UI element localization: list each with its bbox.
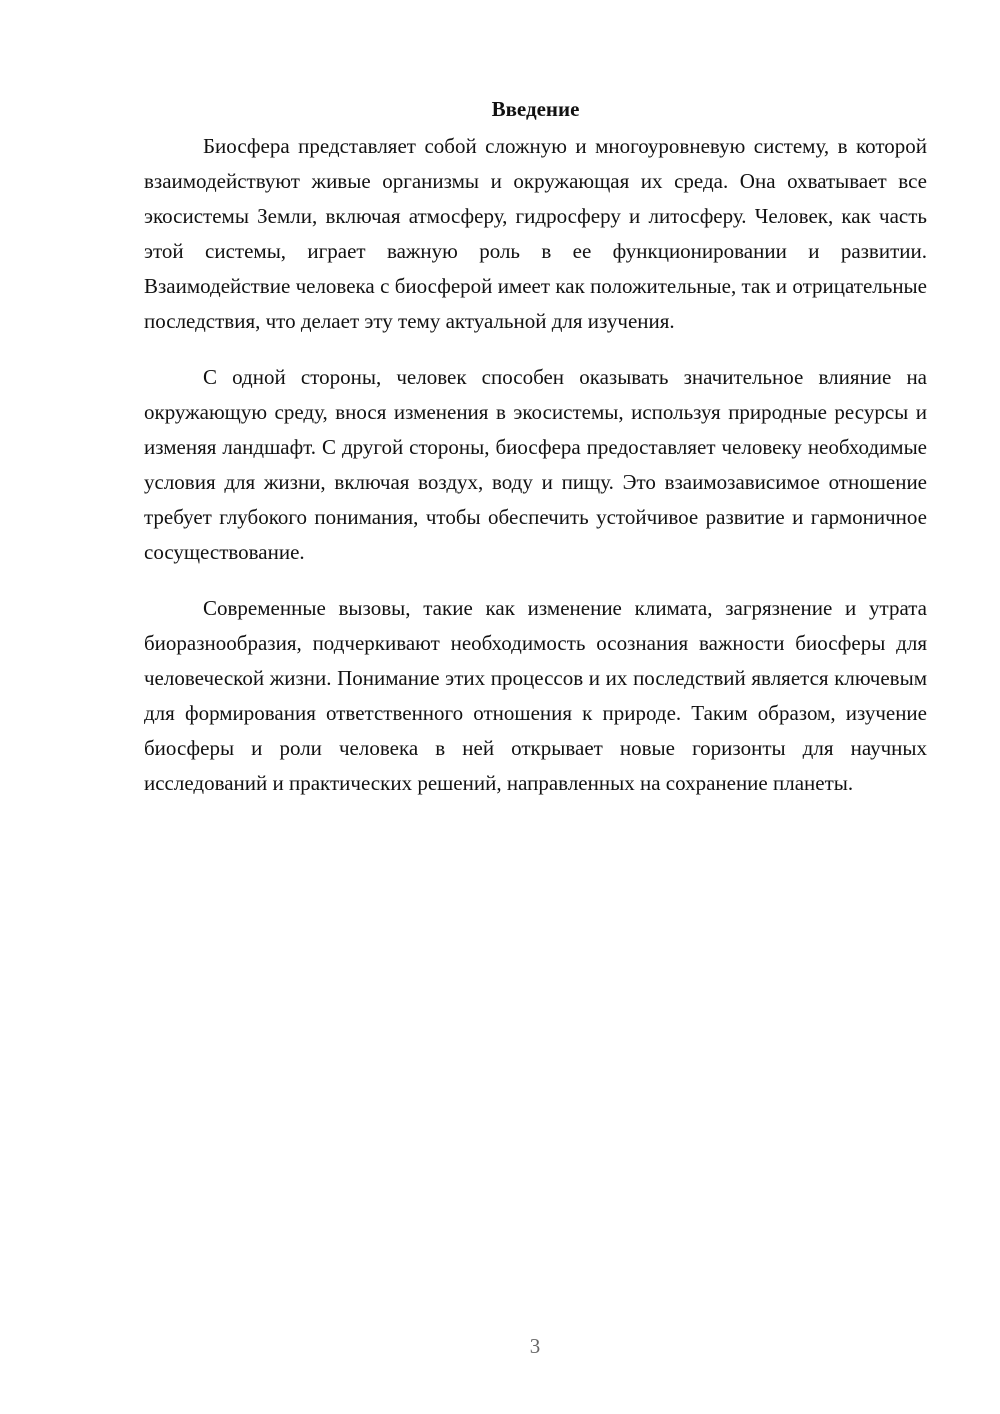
paragraph-1: Биосфера представляет собой сложную и многоуровневую систему, в которой взаимодействуют живые организмы и окружающая их среда. Она охватывает все экосистемы Земли, включая атмосферу, гидросферу и литосферу. Человек, как часть этой системы, играет важную роль в ее функционировании и развитии. Взаимодействие человека с биосферой имеет как положительные, так и отрицательные последствия, что делает эту тему актуальной для изучения. [144,134,927,333]
paragraph-3: Современные вызовы, такие как изменение климата, загрязнение и утрата биоразнообразия, подчеркивают необходимость осознания важности биосферы для человеческой жизни. Понимание этих процессов и их последствий является ключевым для формирования ответственного отношения к природе. Таким образом, изучение биосферы и роли человека в ней открывает новые горизонты для научных исследований и практических решений, направленных на сохранение планеты. [144,596,927,795]
page-content [144,92,927,822]
section-heading: Введение [491,97,580,121]
paragraph-2: С одной стороны, человек способен оказывать значительное влияние на окружающую среду, внося изменения в экосистемы, используя природные ресурсы и изменяя ландшафт. С другой стороны, биосфера предоставляет человеку необходимые условия для жизни, включая воздух, воду и пищу. Это взаимозависимое отношение требует глубокого понимания, чтобы обеспечить устойчивое развитие и гармоничное сосуществование. [144,365,927,564]
page-number: 3 [529,1334,541,1358]
